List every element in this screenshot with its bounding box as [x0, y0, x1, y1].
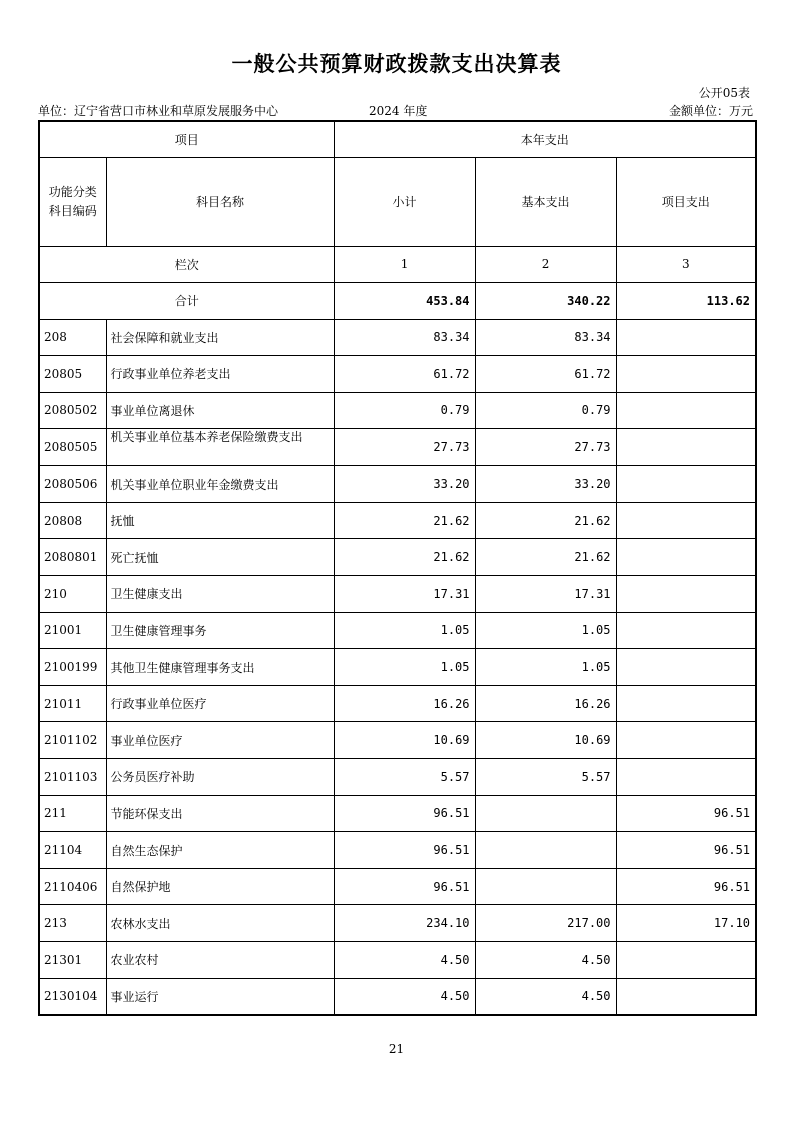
row-code: 211: [39, 795, 106, 832]
row-subtotal: 5.57: [334, 759, 475, 796]
row-code: 20808: [39, 502, 106, 539]
row-code: 213: [39, 905, 106, 942]
table-row: [39, 429, 756, 466]
row-project: [616, 356, 756, 393]
row-subject-name: 农林水支出: [106, 905, 334, 942]
row-basic: 4.50: [475, 978, 616, 1015]
row-subject-name: 机关事业单位基本养老保险缴费支出: [106, 429, 334, 466]
column-index-row: [39, 246, 756, 282]
row-subtotal: 96.51: [334, 795, 475, 832]
row-code: 2100199: [39, 649, 106, 686]
row-subtotal: 4.50: [334, 942, 475, 979]
row-project: [616, 576, 756, 613]
row-subtotal: 0.79: [334, 392, 475, 429]
row-basic: 5.57: [475, 759, 616, 796]
column-index-1: 1: [334, 246, 475, 282]
row-basic: 21.62: [475, 502, 616, 539]
row-subject-name: 事业单位离退休: [106, 392, 334, 429]
table-row: [39, 685, 756, 722]
row-subject-name: 自然生态保护: [106, 832, 334, 869]
row-project: [616, 685, 756, 722]
table-row: [39, 795, 756, 832]
row-code: 21011: [39, 685, 106, 722]
row-code: 2101102: [39, 722, 106, 759]
table-row: [39, 905, 756, 942]
row-code: 2080505: [39, 429, 106, 466]
header-current-year-expense: 本年支出: [334, 121, 756, 157]
row-project: 96.51: [616, 868, 756, 905]
row-project: [616, 759, 756, 796]
row-subject-name: 事业运行: [106, 978, 334, 1015]
table-row: [39, 759, 756, 796]
row-basic: 27.73: [475, 429, 616, 466]
row-basic: 1.05: [475, 649, 616, 686]
header-row-1: [39, 121, 756, 157]
row-subtotal: 17.31: [334, 576, 475, 613]
row-project: [616, 539, 756, 576]
row-basic: 16.26: [475, 685, 616, 722]
row-subject-name: 机关事业单位职业年金缴费支出: [106, 466, 334, 503]
row-subject-name: 农业农村: [106, 942, 334, 979]
unit-label: 单位：辽宁省营口市林业和草原发展服务中心: [38, 104, 279, 118]
table-row: [39, 978, 756, 1015]
row-basic: 1.05: [475, 612, 616, 649]
row-subtotal: 96.51: [334, 868, 475, 905]
row-subject-name: 自然保护地: [106, 868, 334, 905]
row-subtotal: 4.50: [334, 978, 475, 1015]
row-code: 208: [39, 319, 106, 356]
table-row: [39, 539, 756, 576]
row-subtotal: 27.73: [334, 429, 475, 466]
row-subtotal: 33.20: [334, 466, 475, 503]
row-project: [616, 942, 756, 979]
form-number: 公开05表: [698, 86, 750, 100]
row-subtotal: 96.51: [334, 832, 475, 869]
row-subtotal: 1.05: [334, 612, 475, 649]
row-project: 96.51: [616, 832, 756, 869]
row-basic: [475, 868, 616, 905]
row-project: 17.10: [616, 905, 756, 942]
row-project: [616, 722, 756, 759]
table-row: [39, 942, 756, 979]
table-row: [39, 319, 756, 356]
header-subject-name: 科目名称: [106, 157, 334, 246]
row-code: 2080801: [39, 539, 106, 576]
row-subject-name: 公务员医疗补助: [106, 759, 334, 796]
row-basic: 83.34: [475, 319, 616, 356]
header-row-2: [39, 157, 756, 246]
total-subtotal: 453.84: [334, 282, 475, 319]
table-row: [39, 576, 756, 613]
row-code: 21104: [39, 832, 106, 869]
row-basic: [475, 795, 616, 832]
table-row: [39, 649, 756, 686]
table-row: [39, 392, 756, 429]
header-project-expense: 项目支出: [616, 157, 756, 246]
row-basic: [475, 832, 616, 869]
row-project: [616, 649, 756, 686]
header-subtotal: 小计: [334, 157, 475, 246]
header-func-code: 功能分类科目编码: [39, 157, 106, 246]
row-subject-name: 卫生健康支出: [106, 576, 334, 613]
row-basic: 61.72: [475, 356, 616, 393]
row-basic: 10.69: [475, 722, 616, 759]
row-subtotal: 83.34: [334, 319, 475, 356]
table-row: [39, 356, 756, 393]
row-project: [616, 612, 756, 649]
row-code: 2080502: [39, 392, 106, 429]
report-meta: [38, 102, 753, 118]
column-index-2: 2: [475, 246, 616, 282]
row-basic: 17.31: [475, 576, 616, 613]
row-subject-name: 卫生健康管理事务: [106, 612, 334, 649]
row-basic: 217.00: [475, 905, 616, 942]
row-basic: 4.50: [475, 942, 616, 979]
row-subject-name: 行政事业单位医疗: [106, 685, 334, 722]
row-subject-name: 行政事业单位养老支出: [106, 356, 334, 393]
row-project: 96.51: [616, 795, 756, 832]
table-row: [39, 502, 756, 539]
header-basic-expense: 基本支出: [475, 157, 616, 246]
column-index-3: 3: [616, 246, 756, 282]
total-row: [39, 282, 756, 319]
row-subtotal: 16.26: [334, 685, 475, 722]
amount-unit-label: 金额单位：万元: [668, 104, 753, 118]
row-project: [616, 319, 756, 356]
row-subtotal: 21.62: [334, 539, 475, 576]
column-row-label: 栏次: [39, 246, 334, 282]
table-row: [39, 466, 756, 503]
table-row: [39, 832, 756, 869]
table-row: [39, 868, 756, 905]
row-subtotal: 1.05: [334, 649, 475, 686]
expense-table: [38, 120, 757, 1016]
header-project: 项目: [39, 121, 334, 157]
row-subtotal: 234.10: [334, 905, 475, 942]
page-title: 一般公共预算财政拨款支出决算表: [231, 52, 562, 76]
row-project: [616, 978, 756, 1015]
row-subject-name: 抚恤: [106, 502, 334, 539]
row-basic: 21.62: [475, 539, 616, 576]
row-subject-name: 社会保障和就业支出: [106, 319, 334, 356]
row-project: [616, 392, 756, 429]
row-basic: 0.79: [475, 392, 616, 429]
row-code: 20805: [39, 356, 106, 393]
row-code: 21301: [39, 942, 106, 979]
row-subtotal: 61.72: [334, 356, 475, 393]
row-code: 2101103: [39, 759, 106, 796]
row-subject-name: 事业单位医疗: [106, 722, 334, 759]
row-subject-name: 死亡抚恤: [106, 539, 334, 576]
row-code: 2110406: [39, 868, 106, 905]
row-subtotal: 21.62: [334, 502, 475, 539]
table-row: [39, 722, 756, 759]
row-project: [616, 466, 756, 503]
page-number: 21: [388, 1042, 405, 1056]
row-subject-name: 其他卫生健康管理事务支出: [106, 649, 334, 686]
total-label: 合计: [39, 282, 334, 319]
table-row: [39, 612, 756, 649]
row-project: [616, 429, 756, 466]
row-code: 21001: [39, 612, 106, 649]
total-project: 113.62: [616, 282, 756, 319]
row-subject-name: 节能环保支出: [106, 795, 334, 832]
year-label: 2024 年度: [369, 104, 428, 118]
row-project: [616, 502, 756, 539]
row-code: 2130104: [39, 978, 106, 1015]
total-basic: 340.22: [475, 282, 616, 319]
row-code: 210: [39, 576, 106, 613]
row-code: 2080506: [39, 466, 106, 503]
row-basic: 33.20: [475, 466, 616, 503]
row-subtotal: 10.69: [334, 722, 475, 759]
